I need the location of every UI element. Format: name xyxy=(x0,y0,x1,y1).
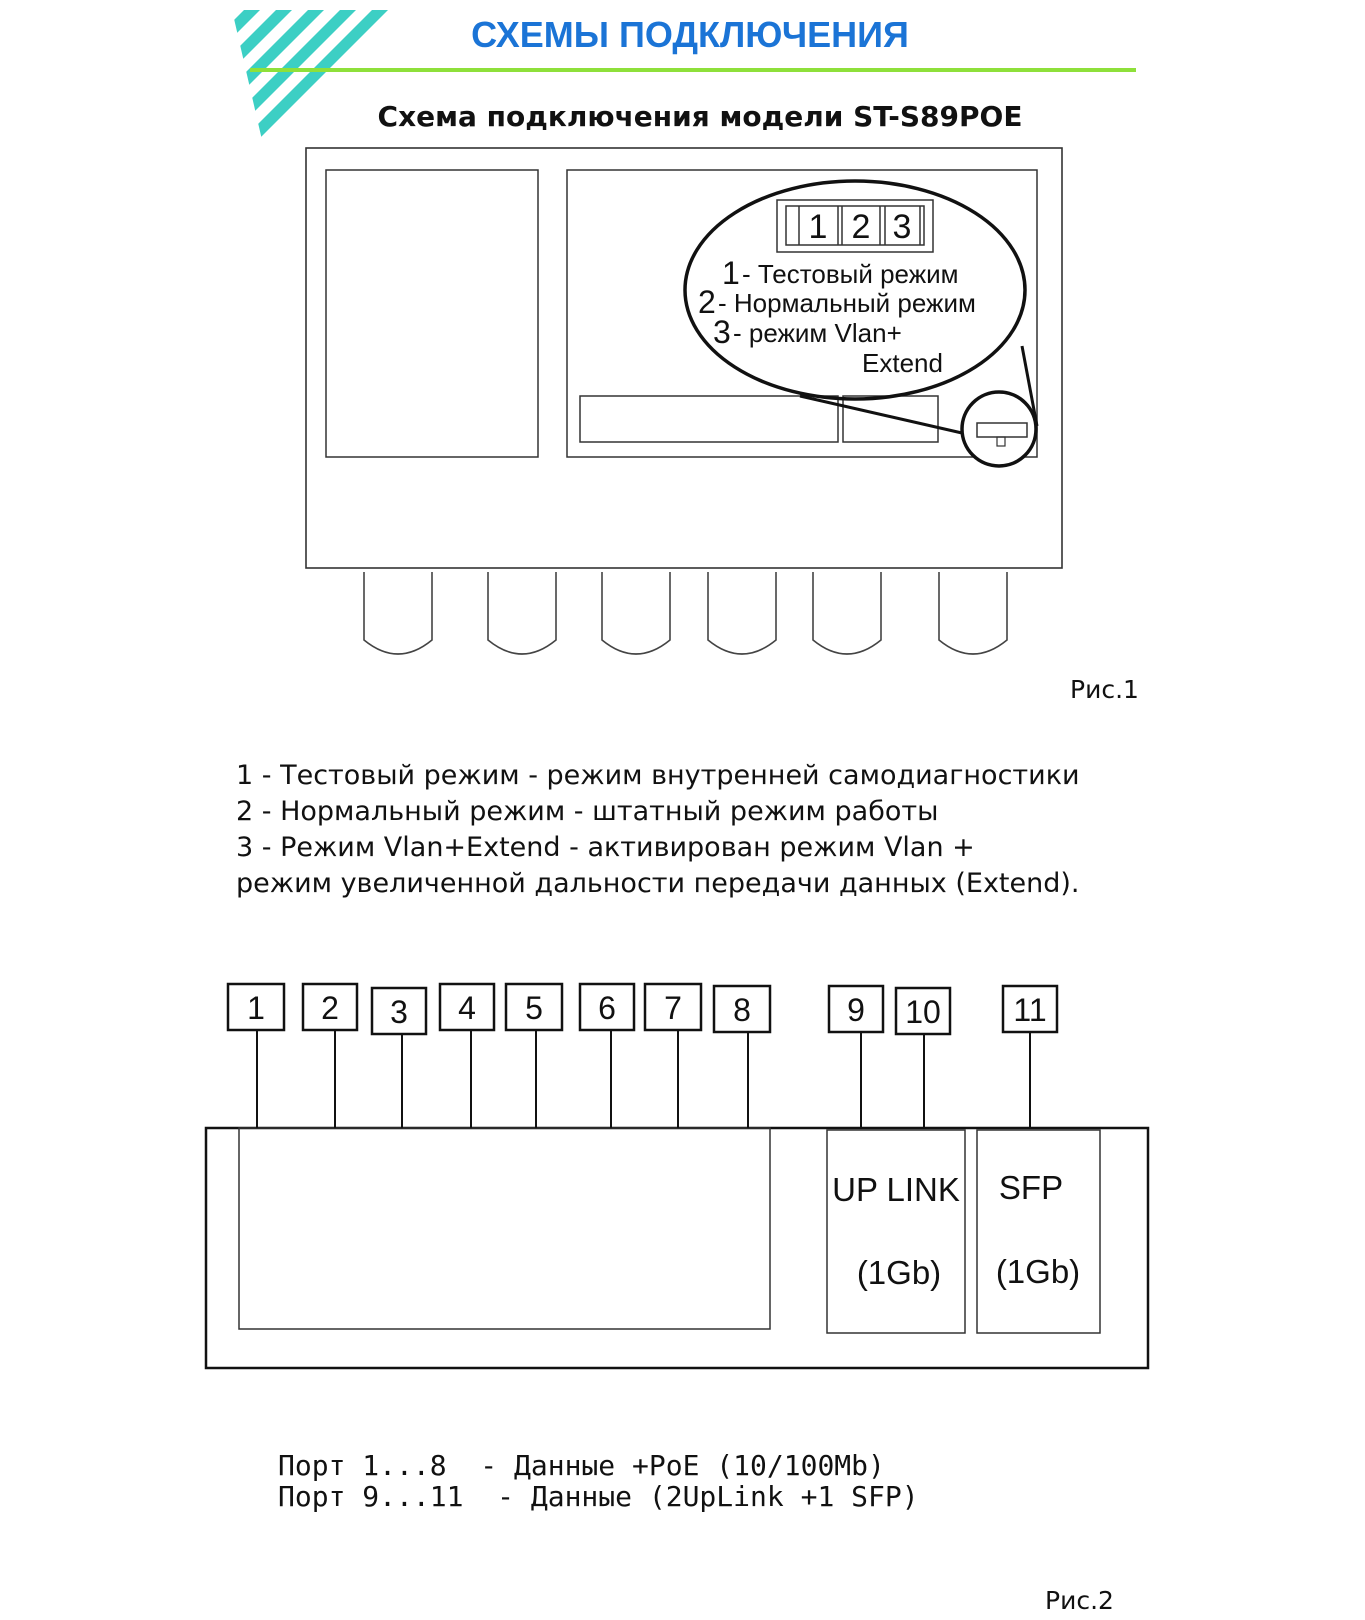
figure1-title: Схема подключения модели ST-S89POE xyxy=(377,100,1023,133)
switch-front-body xyxy=(206,1128,1148,1368)
mode-line-3: 3 - Режим Vlan+Extend - активирован режим Vlan + xyxy=(236,832,975,863)
page-title: СХЕМЫ ПОДКЛЮЧЕНИЯ xyxy=(471,14,909,55)
callout-number-2: 2 xyxy=(698,284,716,320)
port-label-9: 9 xyxy=(847,992,865,1028)
port-label-10: 10 xyxy=(905,994,941,1030)
callout-line-vlan: - режим Vlan+ xyxy=(733,318,902,348)
sfp-name: SFP xyxy=(998,1169,1064,1206)
port-label-1: 1 xyxy=(247,990,265,1026)
port-label-8: 8 xyxy=(733,992,751,1028)
port-label-11: 11 xyxy=(1013,992,1047,1028)
sfp-block xyxy=(977,1130,1100,1333)
callout-number-1: 1 xyxy=(722,255,740,291)
uplink-name: UP LINK xyxy=(832,1171,960,1208)
switch-number-2: 2 xyxy=(851,208,871,246)
sfp-speed: (1Gb) xyxy=(995,1253,1081,1290)
uplink-speed: (1Gb) xyxy=(856,1254,942,1291)
switch-number-3: 3 xyxy=(892,208,912,246)
mode-line-4: режим увеличенной дальности передачи данных (Extend). xyxy=(236,868,1080,899)
ports-legend-line-2: Порт 9...11 - Данные (2UpLink +1 SFP) xyxy=(278,1480,919,1513)
mode-line-1: 1 - Тестовый режим - режим внутренней самодиагностики xyxy=(236,760,1080,791)
ports-legend-line-1: Порт 1...8 - Данные +PoE (10/100Mb) xyxy=(278,1449,885,1482)
switch-number-1: 1 xyxy=(808,208,828,246)
port-label-4: 4 xyxy=(458,990,476,1026)
port-label-2: 2 xyxy=(321,990,339,1026)
uplink-block xyxy=(827,1130,965,1333)
port-label-3: 3 xyxy=(390,994,408,1030)
mode-line-2: 2 - Нормальный режим - штатный режим работы xyxy=(236,796,939,827)
port-callouts xyxy=(228,984,1057,1128)
callout-line-test: - Тестовый режим xyxy=(742,259,959,289)
figure2-caption: Рис.2 xyxy=(1045,1586,1114,1615)
poe-port-block xyxy=(239,1128,770,1329)
callout-line-extend: Extend xyxy=(862,348,943,378)
callout-number-3: 3 xyxy=(713,314,731,350)
port-label-6: 6 xyxy=(598,990,616,1026)
port-label-5: 5 xyxy=(525,990,543,1026)
port-label-7: 7 xyxy=(664,990,682,1026)
ports-legend xyxy=(278,1450,919,1512)
figure1-caption: Рис.1 xyxy=(1070,675,1139,704)
callout-line-normal: - Нормальный режим xyxy=(718,288,976,318)
